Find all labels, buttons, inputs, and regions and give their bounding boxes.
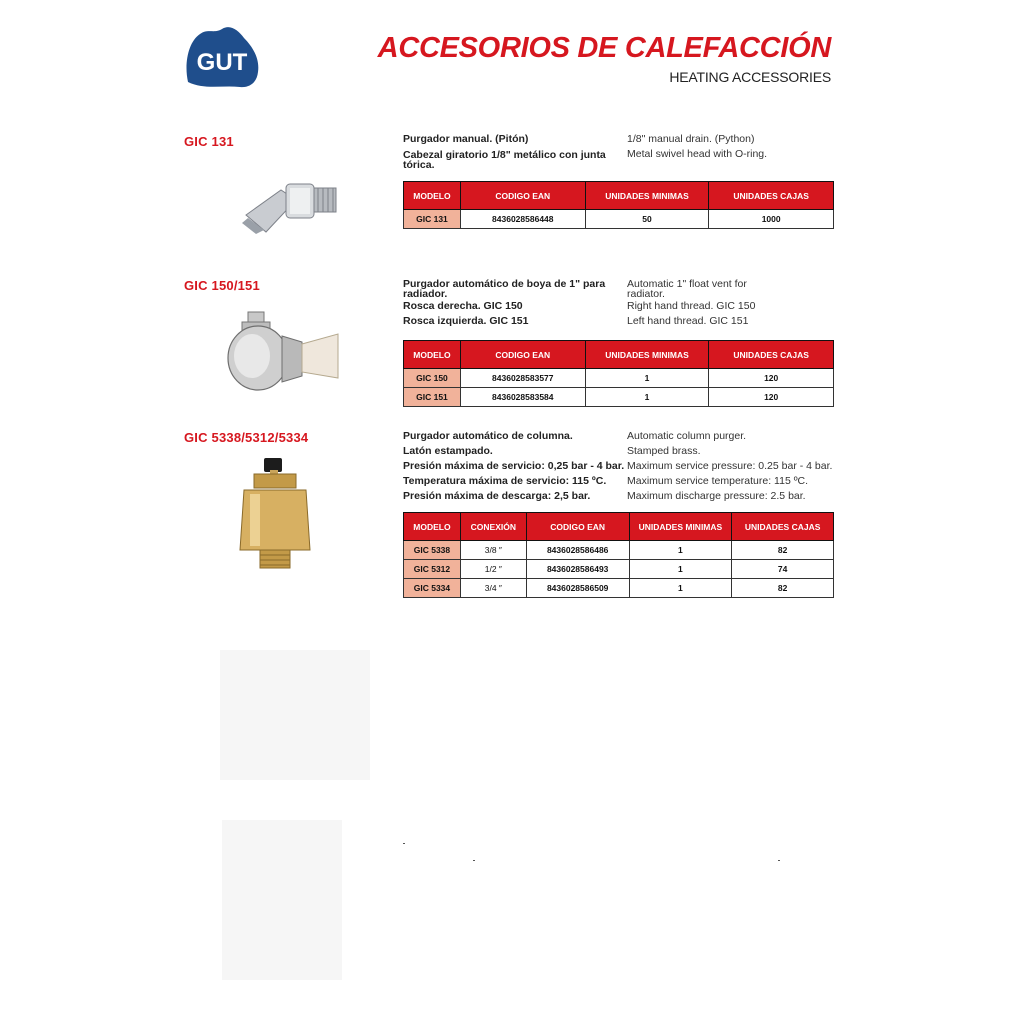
desc-en: Right hand thread. GIC 150 (627, 300, 756, 312)
float-vent-image (220, 306, 350, 398)
stray-mark (403, 843, 405, 844)
cell-connection: 3/8 ″ (460, 541, 526, 560)
product-code: GIC 131 (184, 134, 234, 149)
cell-ean: 8436028586493 (526, 560, 629, 579)
faded-image-artifact (220, 650, 370, 780)
manual-drain-image (226, 160, 356, 250)
cell-ean: 8436028586448 (460, 210, 585, 229)
desc-en: Metal swivel head with O-ring. (627, 148, 768, 160)
cell-ean: 8436028586486 (526, 541, 629, 560)
desc-en: Maximum service temperature: 115 ºC. (627, 475, 809, 487)
table-row (404, 541, 834, 560)
cell-min-units: 1 (585, 388, 709, 407)
desc-es: Latón estampado. (403, 445, 493, 457)
desc-en: Maximum service pressure: 0.25 bar - 4 bar. (627, 460, 833, 472)
col-header: UNIDADES CAJAS (732, 513, 834, 541)
col-header: UNIDADES MINIMAS (585, 341, 709, 369)
desc-es: Purgador automático de boya de 1" para radiador. (403, 278, 606, 300)
col-header: UNIDADES MINIMAS (629, 513, 732, 541)
desc-es: Rosca derecha. GIC 150 (403, 300, 523, 312)
cell-box-units: 82 (732, 541, 834, 560)
cell-box-units: 1000 (709, 210, 834, 229)
desc-es: Purgador manual. (Pitón) (403, 133, 529, 145)
cell-box-units: 120 (709, 369, 834, 388)
page-subtitle: HEATING ACCESSORIES (669, 69, 831, 85)
desc-en: Automatic column purger. (627, 430, 747, 442)
cell-model: GIC 131 (404, 210, 461, 229)
product-description (403, 132, 767, 170)
column-purger-image (232, 454, 328, 580)
col-header: CODIGO EAN (526, 513, 629, 541)
col-header: CONEXIÓN (460, 513, 526, 541)
cell-ean: 8436028583577 (460, 369, 585, 388)
table-row (404, 579, 834, 598)
product-description (403, 279, 767, 329)
cell-min-units: 1 (585, 369, 709, 388)
col-header: MODELO (404, 182, 461, 210)
spec-table (403, 512, 834, 598)
cell-box-units: 120 (709, 388, 834, 407)
desc-es: Cabezal giratorio 1/8" metálico con junta tórica. (403, 149, 606, 171)
cell-box-units: 82 (732, 579, 834, 598)
cell-ean: 8436028586509 (526, 579, 629, 598)
table-row (404, 210, 834, 229)
col-header: CODIGO EAN (460, 182, 585, 210)
cell-model: GIC 5334 (404, 579, 461, 598)
desc-es: Presión máxima de servicio: 0,25 bar - 4 bar. (403, 460, 625, 472)
desc-en: Automatic 1" float vent for radiator. (627, 278, 747, 300)
desc-en: Stamped brass. (627, 445, 701, 457)
cell-min-units: 1 (629, 560, 732, 579)
product-code: GIC 5338/5312/5334 (184, 430, 309, 445)
stray-mark (778, 860, 780, 861)
gut-logo (182, 24, 262, 90)
col-header: MODELO (404, 513, 461, 541)
cell-min-units: 1 (629, 541, 732, 560)
desc-es: Rosca izquierda. GIC 151 (403, 315, 529, 327)
cell-model: GIC 151 (404, 388, 461, 407)
cell-model: GIC 5312 (404, 560, 461, 579)
col-header: UNIDADES CAJAS (709, 341, 834, 369)
table-row (404, 388, 834, 407)
table-row (404, 369, 834, 388)
col-header: MODELO (404, 341, 461, 369)
col-header: CODIGO EAN (460, 341, 585, 369)
product-code: GIC 150/151 (184, 278, 260, 293)
table-row (404, 560, 834, 579)
cell-connection: 1/2 ″ (460, 560, 526, 579)
product-description (403, 429, 832, 504)
cell-ean: 8436028583584 (460, 388, 585, 407)
spec-table (403, 181, 834, 229)
page-header (378, 32, 831, 85)
cell-min-units: 1 (629, 579, 732, 598)
cell-box-units: 74 (732, 560, 834, 579)
faded-image-artifact (222, 820, 342, 980)
col-header: UNIDADES CAJAS (709, 182, 834, 210)
cell-connection: 3/4 ″ (460, 579, 526, 598)
desc-es: Temperatura máxima de servicio: 115 ºC. (403, 475, 607, 487)
cell-model: GIC 5338 (404, 541, 461, 560)
page-title: ACCESORIOS DE CALEFACCIÓN (377, 32, 831, 64)
svg-text:GUT: GUT (196, 49, 248, 76)
stray-mark (473, 860, 475, 861)
desc-en: Left hand thread. GIC 151 (627, 315, 749, 327)
desc-en: 1/8" manual drain. (Python) (627, 133, 755, 145)
spec-table (403, 340, 834, 407)
desc-es: Purgador automático de columna. (403, 430, 573, 442)
desc-es: Presión máxima de descarga: 2,5 bar. (403, 490, 591, 502)
cell-model: GIC 150 (404, 369, 461, 388)
cell-min-units: 50 (585, 210, 709, 229)
col-header: UNIDADES MINIMAS (585, 182, 709, 210)
desc-en: Maximum discharge pressure: 2.5 bar. (627, 490, 806, 502)
